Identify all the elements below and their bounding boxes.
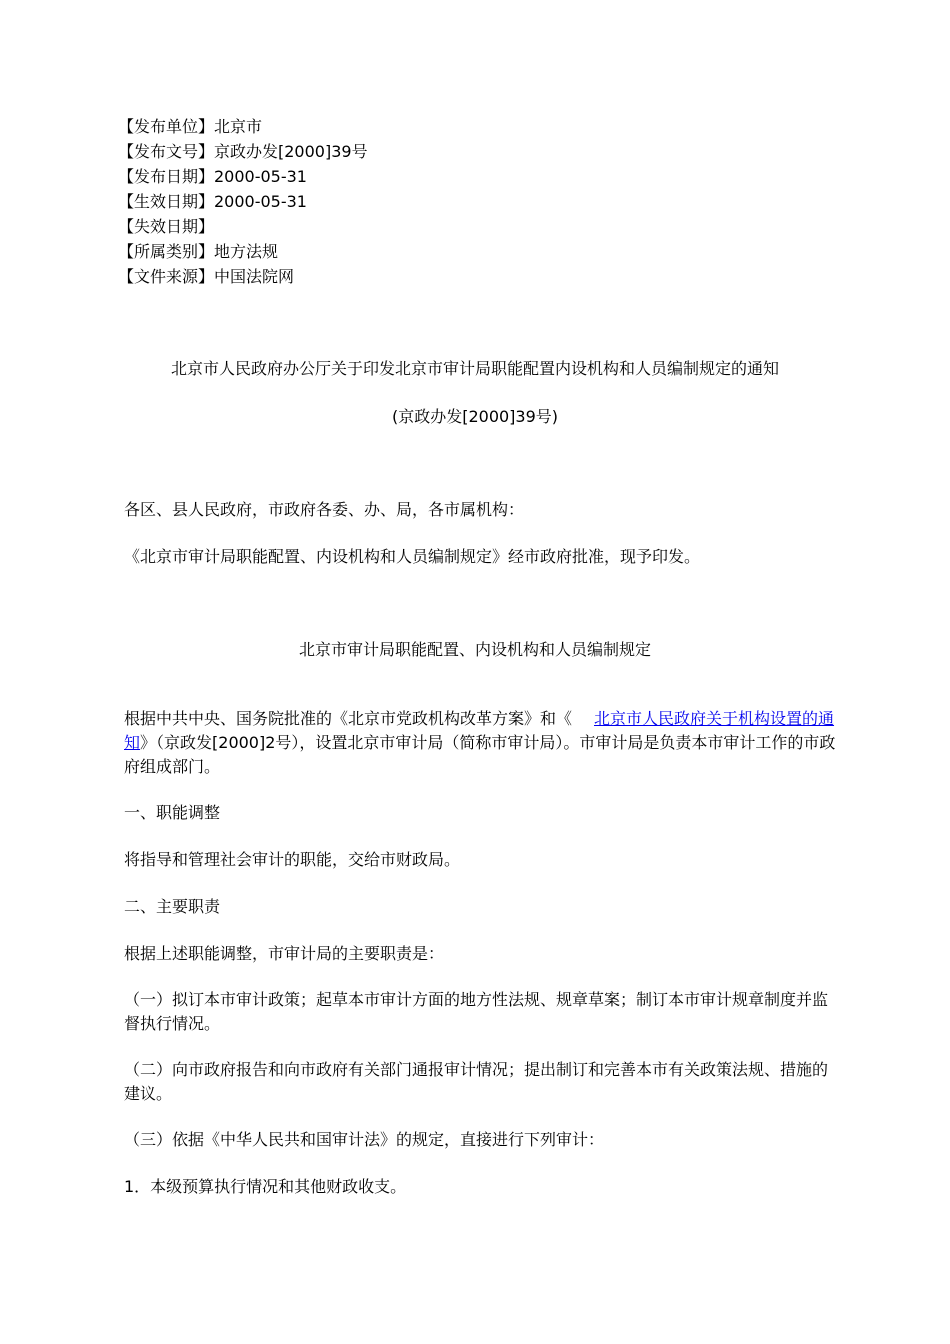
meta-publisher: 【发布单位】北京市: [118, 117, 263, 136]
intro-text-before-link: 根据中共中央、国务院批准的《北京市党政机构改革方案》和《: [124, 709, 573, 728]
notice-addressee: 各区、县人民政府，市政府各委、办、局，各市属机构：: [124, 500, 525, 519]
notice-body: 《北京市审计局职能配置、内设机构和人员编制规定》经市政府批准，现予印发。: [124, 547, 701, 566]
intro-text-after-link: 》（京政发[2000]2号），设置北京市审计局（简称市审计局）。市审计局是负责本市审计工作的市政府组成部门。: [124, 733, 836, 776]
duty-2: （二）向市政府报告和向市政府有关部门通报审计情况；提出制订和完善本市有关政策法规、措施的建议。: [124, 1060, 829, 1103]
meta-expiry-date: 【失效日期】: [118, 217, 215, 236]
section2-heading: 二、主要职责: [124, 897, 221, 916]
section1-heading: 一、职能调整: [124, 803, 221, 822]
regulation-title: 北京市审计局职能配置、内设机构和人员编制规定: [298, 640, 651, 659]
meta-source: 【文件来源】中国法院网: [118, 267, 295, 286]
notice-number: (京政办发[2000]39号): [391, 407, 559, 426]
duty-1: （一）拟订本市审计政策；起草本市审计方面的地方性法规、规章草案；制订本市审计规章制度并监督执行情况。: [124, 990, 829, 1033]
meta-category: 【所属类别】地方法规: [118, 242, 279, 261]
regulation-intro: [124, 707, 836, 779]
section1-body: 将指导和管理社会审计的职能，交给市财政局。: [124, 850, 461, 869]
meta-publish-date: 【发布日期】2000-05-31: [118, 167, 307, 186]
audit-item-1: 1．本级预算执行情况和其他财政收支。: [124, 1177, 407, 1196]
notice-title: 北京市人民政府办公厅关于印发北京市审计局职能配置内设机构和人员编制规定的通知: [170, 359, 779, 378]
section2-intro: 根据上述职能调整，市审计局的主要职责是：: [124, 944, 445, 963]
duty-3: （三）依据《中华人民共和国审计法》的规定，直接进行下列审计：: [124, 1130, 605, 1149]
meta-effective-date: 【生效日期】2000-05-31: [118, 192, 307, 211]
notice-link[interactable]: 北京市人民政府关于机构设置的通知: [124, 709, 835, 752]
metadata-block: [118, 114, 518, 289]
meta-doc-number: 【发布文号】京政办发[2000]39号: [118, 142, 368, 161]
